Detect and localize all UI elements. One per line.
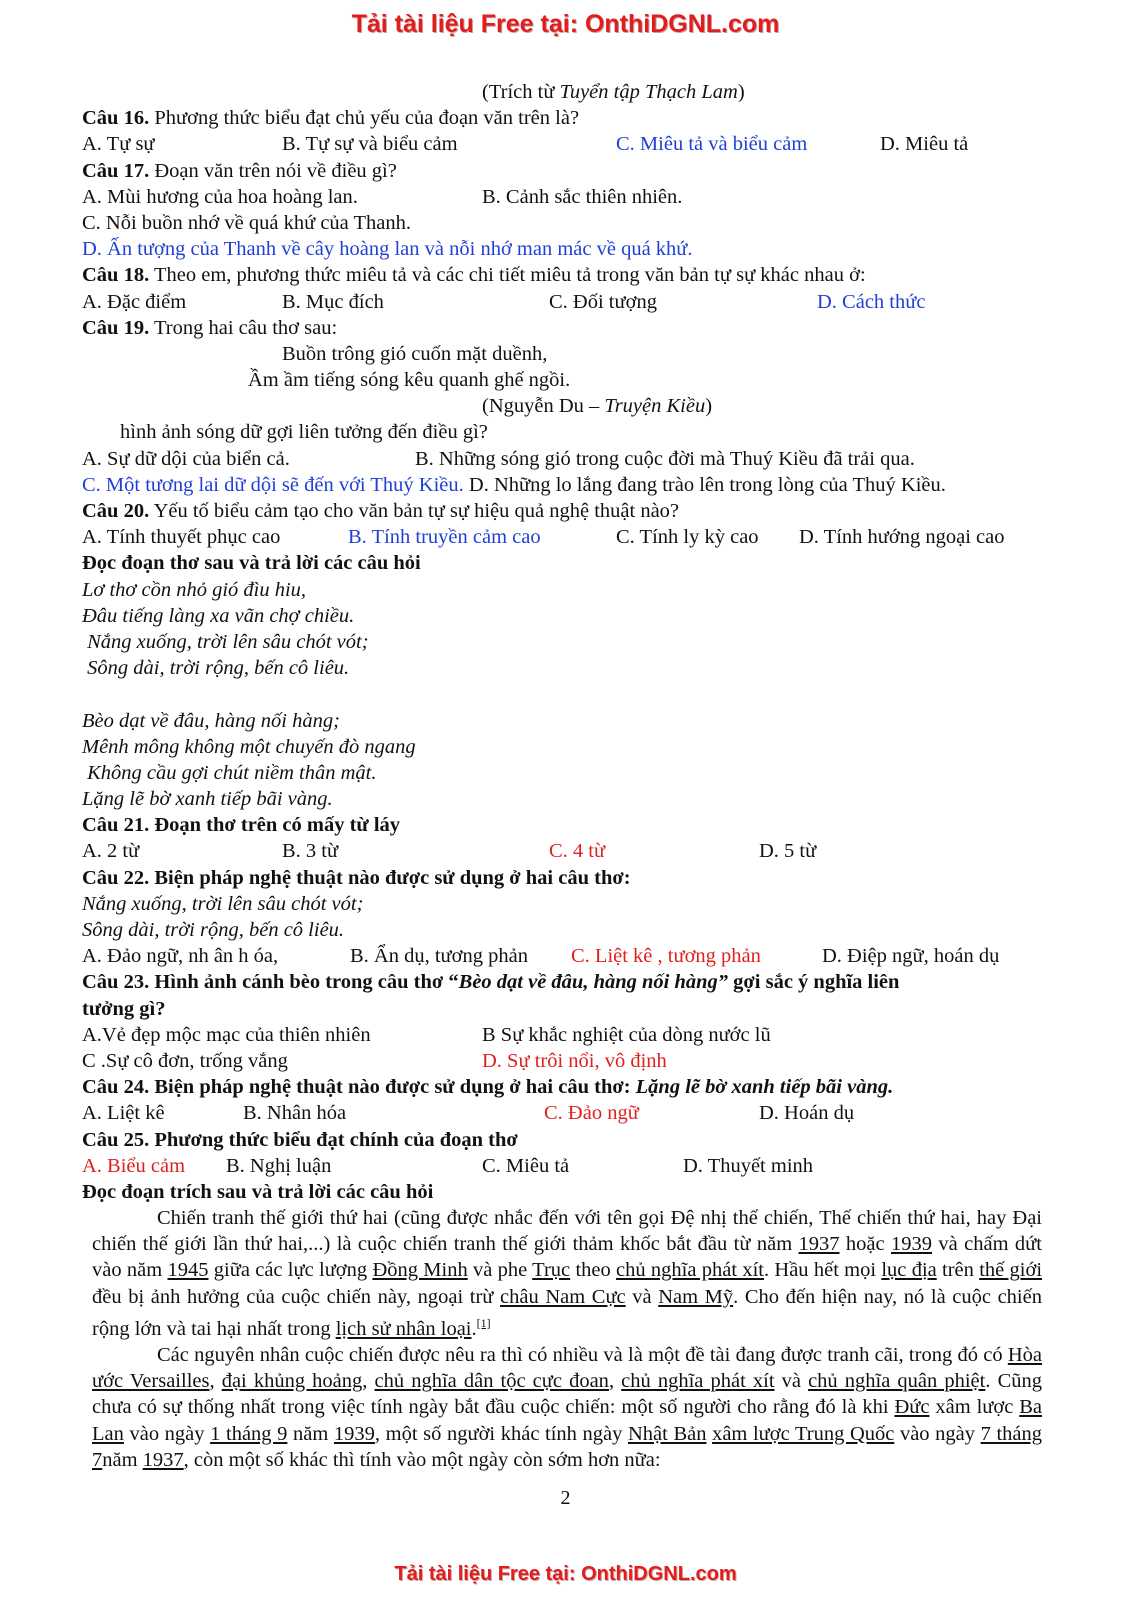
paragraph-text: và [625, 1285, 659, 1308]
question-17-option-c [82, 210, 1052, 236]
link-text[interactable]: Hòa ước Versailles [92, 1343, 1042, 1393]
section-heading: Đọc đoạn trích sau và trả lời các câu hỏi [82, 1180, 434, 1203]
excerpt-paragraph-1 [92, 1205, 1042, 1342]
poem-line: Sông dài, trời rộng, bến cô liêu. [82, 919, 345, 941]
section-heading: Đọc đoạn thơ sau và trả lời các câu hỏi [82, 552, 421, 575]
link-text[interactable]: [1] [476, 1315, 491, 1330]
paragraph-text: , còn một số khác thì tính vào một ngày còn sớm hơn nữa: [183, 1448, 661, 1471]
question-16 [82, 105, 1052, 131]
link-text[interactable]: lục địa [881, 1259, 937, 1282]
option-b: B. Nhân hóa [243, 1102, 347, 1125]
option-a: A. Liệt kê [82, 1102, 165, 1125]
option-c-answer: C. Một tương lai dữ dội sẽ đến với Thuý Kiều. [82, 473, 464, 496]
option-b: B Sự khắc nghiệt của dòng nước lũ [482, 1023, 771, 1046]
option-a: A. Đặc điểm [82, 290, 187, 313]
option-a: A. Mùi hương của hoa hoàng lan. [82, 185, 358, 208]
poem-line: Buồn trông gió cuốn mặt duềnh, [282, 342, 548, 365]
poem-line: Bèo dạt về đâu, hàng nối hàng; [82, 709, 340, 732]
question-label: Câu 16. [82, 107, 150, 130]
source-prefix: (Trích từ [482, 81, 560, 103]
question-label: Câu 19. [82, 316, 150, 339]
question-text: Phương thức biểu đạt chủ yếu của đoạn văn trên là? [149, 107, 580, 130]
question-23-options-cd [82, 1048, 1052, 1074]
page-number: 2 [560, 1487, 571, 1509]
paragraph-text: vào ngày [894, 1422, 981, 1445]
paragraph-text: Các nguyên nhân cuộc chiến được nêu ra thì có nhiều và là một đề tài đang được tranh cãi, trong đó có [157, 1343, 1008, 1366]
question-19-prompt: hình ảnh sóng dữ gợi liên tưởng đến điều gì? [120, 421, 488, 444]
poem-line: Lơ thơ cồn nhỏ gió đìu hiu, [82, 578, 307, 601]
option-d: D. Hoán dụ [759, 1102, 855, 1125]
option-c-answer: C. Liệt kê , tương phản [571, 945, 761, 968]
link-text[interactable]: châu Nam Cực [500, 1285, 626, 1308]
question-17-option-d [82, 236, 1052, 262]
question-19-options-cd [82, 472, 1052, 498]
paragraph-text: . Cho đến hiện nay, nó là cuộc chiến rộng lớn và tai hại nhất trong [92, 1285, 1042, 1340]
poem-line: Đâu tiếng làng xa vãn chợ chiều. [82, 604, 355, 627]
poem-line: Mênh mông không một chuyến đò ngang [82, 735, 416, 758]
question-text: Trong hai câu thơ sau: [149, 316, 338, 339]
paragraph-text: , [362, 1370, 375, 1393]
option-d-answer: D. Sự trôi nổi, vô định [482, 1049, 667, 1072]
paragraph-text: , [209, 1370, 222, 1393]
question-label: Câu 18. [82, 264, 150, 287]
paragraph-text: và phe [467, 1259, 533, 1282]
option-c: C. Đối tượng [549, 290, 657, 313]
option-c-answer: C. Miêu tả và biểu cảm [616, 133, 808, 156]
option-c: C. Tính ly kỳ cao [616, 526, 759, 549]
link-text[interactable]: Đồng Minh [372, 1259, 468, 1282]
option-c-answer: C. 4 từ [549, 840, 606, 863]
link-text[interactable]: 1939 [891, 1233, 933, 1256]
link-text[interactable]: xâm lược Trung Quốc [712, 1422, 895, 1445]
option-a: A. 2 từ [82, 840, 140, 863]
option-a: A. Đảo ngữ, nh ân h óa, [82, 945, 279, 968]
paragraph-text: vào ngày [123, 1422, 211, 1445]
option-d: D. 5 từ [759, 840, 817, 863]
quoted-verse: Lặng lẽ bờ xanh tiếp bãi vàng. [635, 1076, 894, 1099]
question-label: Câu 17. [82, 159, 150, 182]
quoted-verse: Bèo dạt về đâu, hàng nối hàng” [458, 971, 729, 994]
option-d-answer: D. Cách thức [817, 290, 926, 313]
option-b: B. Tự sự và biểu cảm [282, 133, 458, 156]
paragraph-text: . Hầu hết mọi [763, 1259, 882, 1282]
question-16-options [82, 131, 1052, 157]
document-body [82, 79, 1052, 1473]
option-b: B. Mục đích [282, 290, 384, 313]
question-text: Đoạn văn trên nói về điều gì? [149, 159, 397, 182]
option-d: D. Tính hướng ngoại cao [799, 526, 1005, 549]
paragraph-text: năm [102, 1448, 143, 1471]
paragraph-text: theo [570, 1259, 617, 1282]
option-c: C. Nỗi buồn nhớ về quá khứ của Thanh. [82, 211, 412, 234]
link-text[interactable]: đại khủng hoảng [221, 1370, 363, 1393]
question-25-options [82, 1153, 1052, 1179]
link-text[interactable]: 1937 [798, 1233, 840, 1256]
link-text[interactable]: Ba Lan [92, 1396, 1042, 1445]
question-18 [82, 262, 1052, 288]
option-b: B. Những sóng gió trong cuộc đời mà Thuý Kiều đã trải qua. [415, 447, 915, 470]
option-b: B. Ẩn dụ, tương phản [350, 945, 528, 968]
option-d: D. Miêu tả [880, 133, 969, 156]
question-23-options-ab [82, 1022, 1052, 1048]
paragraph-text: . [471, 1317, 477, 1340]
question-23-cont: tưởng gì? [82, 997, 166, 1020]
link-text[interactable]: chủ nghĩa phát xít [616, 1259, 764, 1282]
poem-line: Ầm ầm tiếng sóng kêu quanh ghế ngồi. [248, 369, 571, 392]
question-20-options [82, 524, 1052, 550]
link-text[interactable]: chủ nghĩa phát xít [621, 1370, 775, 1393]
link-text[interactable]: 1937 [142, 1448, 184, 1471]
option-b: B. Nghị luận [226, 1154, 332, 1177]
option-b: B. Cảnh sắc thiên nhiên. [482, 185, 683, 208]
question-17 [82, 158, 1052, 184]
option-d: D. Điệp ngữ, hoán dụ [822, 945, 1000, 968]
paragraph-text: xâm lược [929, 1396, 1020, 1419]
paragraph-text: trên [936, 1259, 980, 1282]
link-text[interactable]: Nhật Bản [627, 1422, 707, 1445]
link-text[interactable]: 1 tháng 9 [210, 1422, 288, 1445]
site-header-banner: Tải tài liệu Free tại: OnthiDGNL.com [351, 10, 780, 38]
poem-source: (Nguyễn Du – Truyện Kiều) [482, 395, 713, 418]
stanza-gap [82, 681, 1052, 707]
paragraph-text: năm [287, 1422, 334, 1445]
question-19-options-ab [82, 446, 1052, 472]
question-19 [82, 315, 1052, 341]
link-text[interactable]: Trục [532, 1259, 571, 1282]
paragraph-text: và chấm dứt vào năm [92, 1233, 1042, 1282]
excerpt-paragraph-2 [92, 1342, 1042, 1473]
option-d: D. Những lo lắng đang trào lên trong lòng của Thuý Kiều. [463, 473, 946, 496]
source-suffix: ) [737, 81, 745, 103]
question-text: Theo em, phương thức miêu tả và các chi tiết miêu tả trong văn bản tự sự khác nhau ở: [149, 264, 866, 287]
poem-line: Nắng xuống, trời lên sâu chót vót; [82, 892, 364, 915]
option-b: B. 3 từ [282, 840, 339, 863]
paragraph-text: đều bị ảnh hưởng của cuộc chiến này, ngoại trừ [92, 1285, 501, 1308]
poem-line: Không cầu gợi chút niềm thân mật. [82, 761, 377, 784]
question-20 [82, 498, 1052, 524]
question-24-options [82, 1100, 1052, 1126]
link-text[interactable]: 1939 [333, 1422, 375, 1445]
option-d: D. Thuyết minh [683, 1154, 814, 1177]
question-17-options-ab [82, 184, 1052, 210]
option-a: A.Vẻ đẹp mộc mạc của thiên nhiên [82, 1023, 371, 1046]
link-text[interactable]: Đức [894, 1396, 930, 1419]
option-d-answer: D. Ấn tượng của Thanh về cây hoàng lan và nỗi nhớ man mác về quá khứ. [82, 238, 693, 261]
question-24: Câu 24. Biện pháp nghệ thuật nào được sử dụng ở hai câu thơ: Lặng lẽ bờ xanh tiếp bãi vàng. [82, 1076, 894, 1099]
paragraph-text: hoặc [839, 1233, 892, 1256]
question-label: Câu 20. [82, 500, 150, 522]
option-c: C .Sự cô đơn, trống vắng [82, 1049, 288, 1072]
option-c: C. Miêu tả [482, 1154, 570, 1177]
link-text[interactable]: chủ nghĩa dân tộc cực đoan [374, 1370, 609, 1393]
option-a: A. Tự sự [82, 133, 155, 156]
poem-line: Sông dài, trời rộng, bến cô liêu. [82, 657, 350, 680]
poem-line: Nắng xuống, trời lên sâu chót vót; [82, 630, 369, 653]
source-line [82, 79, 1052, 105]
question-23: Câu 23. Hình ảnh cánh bèo trong câu thơ “Bèo dạt về đâu, hàng nối hàng” gợi sắc ý nghĩa liên [82, 971, 900, 994]
link-text[interactable]: lịch sử nhân loại [335, 1317, 472, 1340]
option-c-answer: C. Đảo ngữ [544, 1102, 639, 1125]
option-a: A. Sự dữ dội của biển cả. [82, 447, 290, 470]
question-text: Yếu tố biểu cảm tạo cho văn bản tự sự hiệu quả nghệ thuật nào? [149, 500, 680, 522]
option-b-answer: B. Tính truyền cảm cao [348, 526, 541, 549]
paragraph-text: . Cũng chưa có sự thống nhất trong việc tính ngày bắt đầu cuộc chiến: một số người cho rằng đó là khi [92, 1370, 1042, 1419]
paragraph-text: giữa các lực lượng [208, 1259, 373, 1282]
question-22: Câu 22. Biện pháp nghệ thuật nào được sử dụng ở hai câu thơ: [82, 866, 631, 889]
poem-line: Lặng lẽ bờ xanh tiếp bãi vàng. [82, 788, 333, 811]
question-21-options [82, 838, 1052, 864]
link-text[interactable]: Nam Mỹ [658, 1285, 734, 1308]
link-text[interactable]: 1945 [167, 1259, 209, 1282]
site-footer-banner: Tải tài liệu Free tại: OnthiDGNL.com [394, 1563, 737, 1585]
question-21: Câu 21. Đoạn thơ trên có mấy từ láy [82, 814, 401, 837]
paragraph-text: , một số người khác tính ngày [374, 1422, 628, 1445]
link-text[interactable]: thế giới [979, 1259, 1043, 1282]
option-a: A. Tính thuyết phục cao [82, 526, 281, 549]
source-title: Tuyển tập Thạch Lam [559, 81, 738, 103]
question-25: Câu 25. Phương thức biểu đạt chính của đoạn thơ [82, 1128, 518, 1151]
question-18-options [82, 289, 1052, 315]
paragraph-text: và [774, 1370, 809, 1393]
link-text[interactable]: chủ nghĩa quân phiệt [808, 1370, 986, 1393]
paragraph-text: Chiến tranh thế giới thứ hai (cũng được nhắc đến với tên gọi Đệ nhị thế chiến, Thế chiến thứ hai, hay Đại chiến thế giới lần thứ hai,...) là cuộc chiến tranh thế giới thảm khốc bắt đầu từ năm [92, 1207, 1042, 1256]
option-a-answer: A. Biểu cảm [82, 1154, 186, 1177]
paragraph-text: , [608, 1370, 622, 1393]
link-text[interactable]: 7 tháng 7 [92, 1422, 1043, 1471]
question-22-options [82, 943, 1052, 969]
